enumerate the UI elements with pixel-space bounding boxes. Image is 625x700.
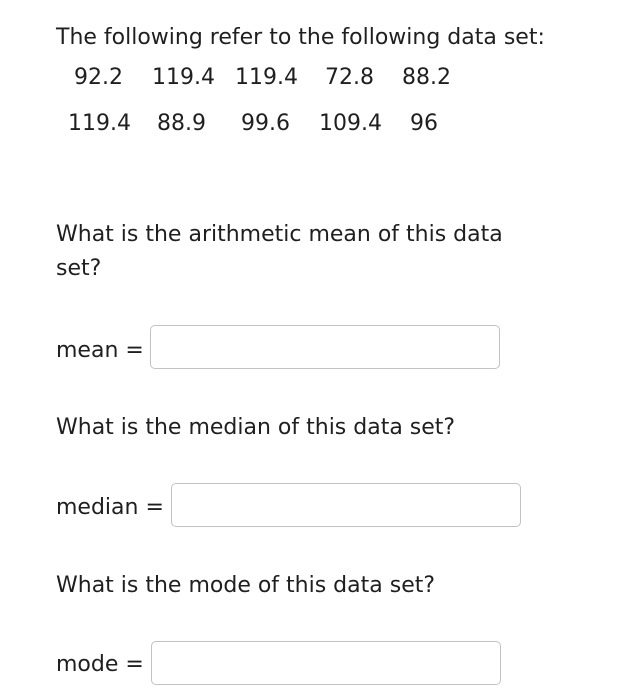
mode-input[interactable] <box>151 641 501 685</box>
mean-input[interactable] <box>150 325 500 369</box>
mean-question: What is the arithmetic mean of this data set? <box>56 222 503 281</box>
data-value: 119.4 <box>68 111 131 136</box>
median-question: What is the median of this data set? <box>56 415 456 440</box>
mean-label: mean = <box>56 338 144 363</box>
data-value: 119.4 <box>152 65 215 90</box>
intro-text: The following refer to the following data set: <box>56 25 545 50</box>
data-value: 88.9 <box>157 111 206 136</box>
mode-question: What is the mode of this data set? <box>56 573 436 598</box>
median-input[interactable] <box>171 483 521 527</box>
data-row-2 <box>0 108 625 148</box>
data-value: 99.6 <box>241 111 290 136</box>
data-value: 88.2 <box>402 65 451 90</box>
median-label: median = <box>56 495 164 520</box>
mode-label: mode = <box>56 652 144 677</box>
data-value: 119.4 <box>235 65 298 90</box>
data-row-1 <box>0 62 625 102</box>
data-value: 92.2 <box>74 65 123 90</box>
data-value: 109.4 <box>319 111 382 136</box>
data-value: 72.8 <box>325 65 374 90</box>
data-value: 96 <box>410 111 438 136</box>
